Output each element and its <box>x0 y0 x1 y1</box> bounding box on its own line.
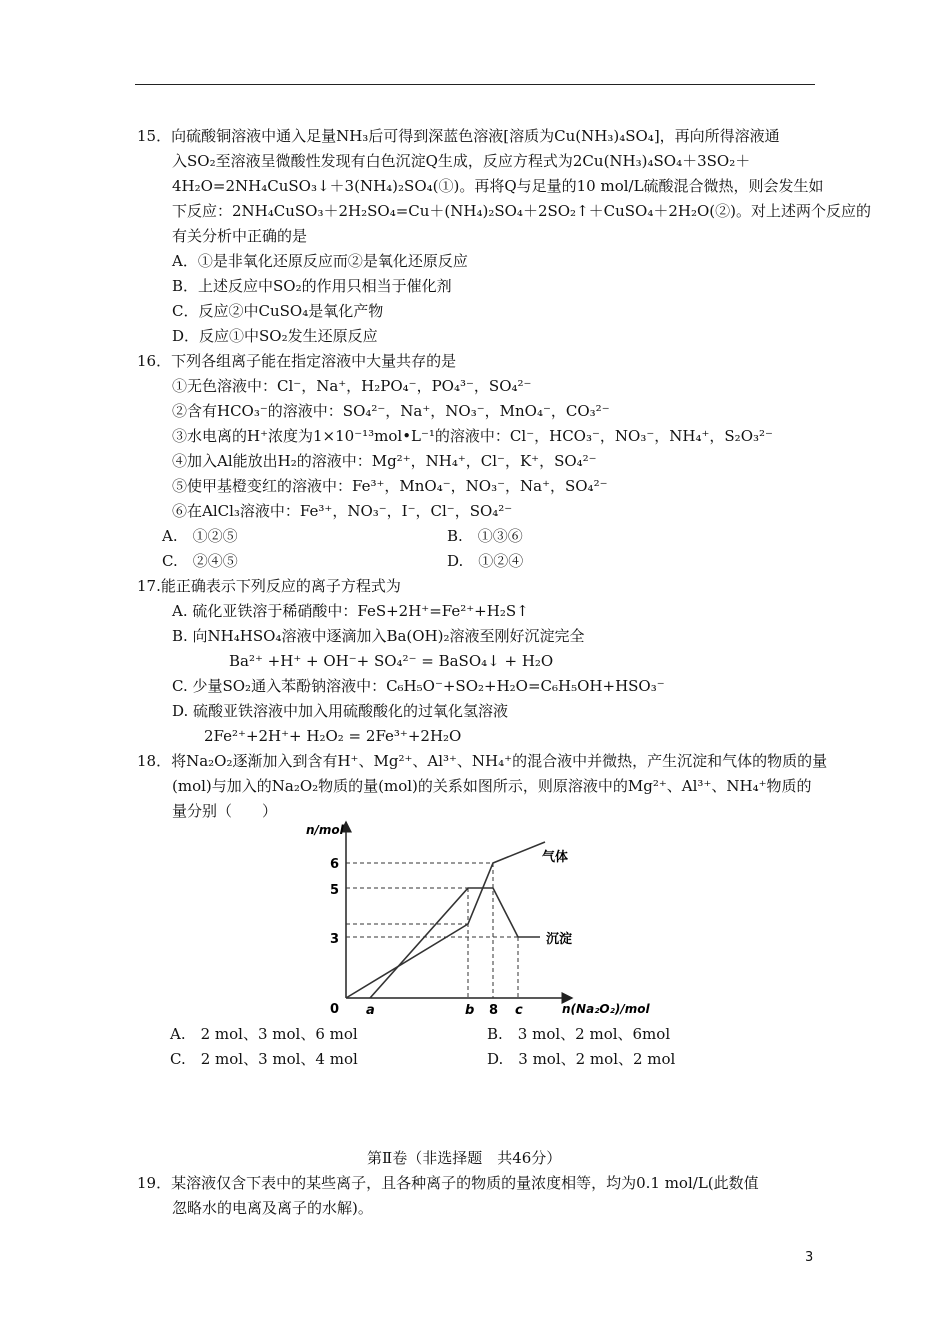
x-tick-c: c <box>515 1003 523 1018</box>
y-axis-label: n/mol <box>306 823 344 837</box>
precipitate-label: 沉淀 <box>546 932 573 947</box>
q16-item-1: ①无色溶液中：Cl⁻，Na⁺，H₂PO₄⁻，PO₄³⁻，SO₄²⁻ <box>172 377 532 395</box>
gas-series-line <box>346 842 545 998</box>
q16-item-6: ⑥在AlCl₃溶液中：Fe³⁺，NO₃⁻，I⁻，Cl⁻，SO₄²⁻ <box>172 502 513 520</box>
q17-option-d: D. 硫酸亚铁溶液中加入用硫酸酸化的过氧化氢溶液 <box>172 702 509 720</box>
q18-line1: 18．将Na₂O₂逐渐加入到含有H⁺、Mg²⁺、Al³⁺、NH₄⁺的混合液中并微热，产生沉淀和气体的物质的量 <box>137 752 828 770</box>
q18-option-a: A. 2 mol、3 mol、6 mol <box>170 1025 358 1043</box>
q19-line2: 忽略水的电离及离子的水解)。 <box>172 1199 373 1217</box>
q16-option-c: C. ②④⑤ <box>162 552 238 570</box>
q16-stem: 16．下列各组离子能在指定溶液中大量共存的是 <box>137 352 457 370</box>
x-tick-8: 8 <box>489 1003 499 1018</box>
y-tick-6: 6 <box>330 857 340 872</box>
q17-option-b-equation: Ba²⁺ +H⁺ + OH⁻+ SO₄²⁻ = BaSO₄↓ + H₂O <box>229 652 554 670</box>
q18-option-b: B. 3 mol、2 mol、6mol <box>487 1025 671 1043</box>
q18-option-d: D. 3 mol、2 mol、2 mol <box>487 1050 676 1068</box>
q15-line2: 入SO₂至溶液呈微酸性发现有白色沉淀Q生成，反应方程式为2Cu(NH₃)₄SO₄＋3SO₂＋ <box>172 152 751 170</box>
origin-label: 0 <box>330 1002 340 1017</box>
q17-option-d-equation: 2Fe²⁺+2H⁺+ H₂O₂ = 2Fe³⁺+2H₂O <box>204 727 462 745</box>
q17-option-c: C. 少量SO₂通入苯酚钠溶液中：C₆H₅O⁻+SO₂+H₂O=C₆H₅OH+HSO₃⁻ <box>172 677 665 695</box>
header-rule <box>135 84 815 85</box>
q16-item-3: ③水电离的H⁺浓度为1×10⁻¹³mol•L⁻¹的溶液中：Cl⁻，HCO₃⁻，NO₃⁻，NH₄⁺，S₂O₃²⁻ <box>172 427 773 445</box>
q15-option-b: B．上述反应中SO₂的作用只相当于催化剂 <box>172 277 452 295</box>
q15-option-c: C．反应②中CuSO₄是氧化产物 <box>172 302 384 320</box>
q15-line4: 下反应：2NH₄CuSO₃＋2H₂SO₄=Cu＋(NH₄)₂SO₄＋2SO₂↑＋CuSO₄＋2H₂O(②)。对上述两个反应的 <box>172 202 872 220</box>
q16-option-d: D. ①②④ <box>447 552 524 570</box>
q15-option-d: D．反应①中SO₂发生还原反应 <box>172 327 378 345</box>
x-axis-label: n(Na₂O₂)/mol <box>562 1002 650 1016</box>
gas-label: 气体 <box>542 850 569 865</box>
section-2-title: 第Ⅱ卷（非选择题 共46分） <box>367 1149 562 1167</box>
q19-line1: 19．某溶液仅含下表中的某些离子，且各种离子的物质的量浓度相等，均为0.1 mol/L(此数值 <box>137 1174 759 1192</box>
q16-item-5: ⑤使甲基橙变红的溶液中：Fe³⁺，MnO₄⁻，NO₃⁻，Na⁺，SO₄²⁻ <box>172 477 608 495</box>
q15-line5: 有关分析中正确的是 <box>172 227 308 245</box>
q18-line3: 量分别（ ） <box>172 802 278 820</box>
q17-stem: 17.能正确表示下列反应的离子方程式为 <box>137 577 401 595</box>
q18-chart <box>300 816 680 1022</box>
q15-option-a: A．①是非氧化还原反应而②是氧化还原反应 <box>172 252 468 270</box>
x-tick-a: a <box>366 1003 375 1018</box>
precipitate-series-line <box>370 888 540 998</box>
q16-item-2: ②含有HCO₃⁻的溶液中：SO₄²⁻，Na⁺，NO₃⁻，MnO₄⁻，CO₃²⁻ <box>172 402 610 420</box>
y-tick-3: 3 <box>330 932 340 947</box>
q15-line1: 15．向硫酸铜溶液中通入足量NH₃后可得到深蓝色溶液[溶质为Cu(NH₃)₄SO₄]，再向所得溶液通 <box>137 127 780 145</box>
guide-lines <box>346 863 518 998</box>
q17-option-b: B. 向NH₄HSO₄溶液中逐滴加入Ba(OH)₂溶液至刚好沉淀完全 <box>172 627 585 645</box>
q16-item-4: ④加入Al能放出H₂的溶液中：Mg²⁺，NH₄⁺，Cl⁻，K⁺，SO₄²⁻ <box>172 452 597 470</box>
q16-option-b: B. ①③⑥ <box>447 527 523 545</box>
q18-line2: (mol)与加入的Na₂O₂物质的量(mol)的关系如图所示，则原溶液中的Mg²⁺、Al³⁺、NH₄⁺物质的 <box>172 777 812 795</box>
y-tick-5: 5 <box>330 883 340 898</box>
page-number: 3 <box>805 1250 814 1265</box>
x-tick-b: b <box>465 1003 475 1018</box>
q15-line3: 4H₂O=2NH₄CuSO₃↓＋3(NH₄)₂SO₄(①)。再将Q与足量的10 mol/L硫酸混合微热，则会发生如 <box>172 177 824 195</box>
q18-option-c: C. 2 mol、3 mol、4 mol <box>170 1050 358 1068</box>
q17-option-a: A. 硫化亚铁溶于稀硝酸中：FeS+2H⁺=Fe²⁺+H₂S↑ <box>172 602 529 620</box>
q16-option-a: A. ①②⑤ <box>162 527 238 545</box>
